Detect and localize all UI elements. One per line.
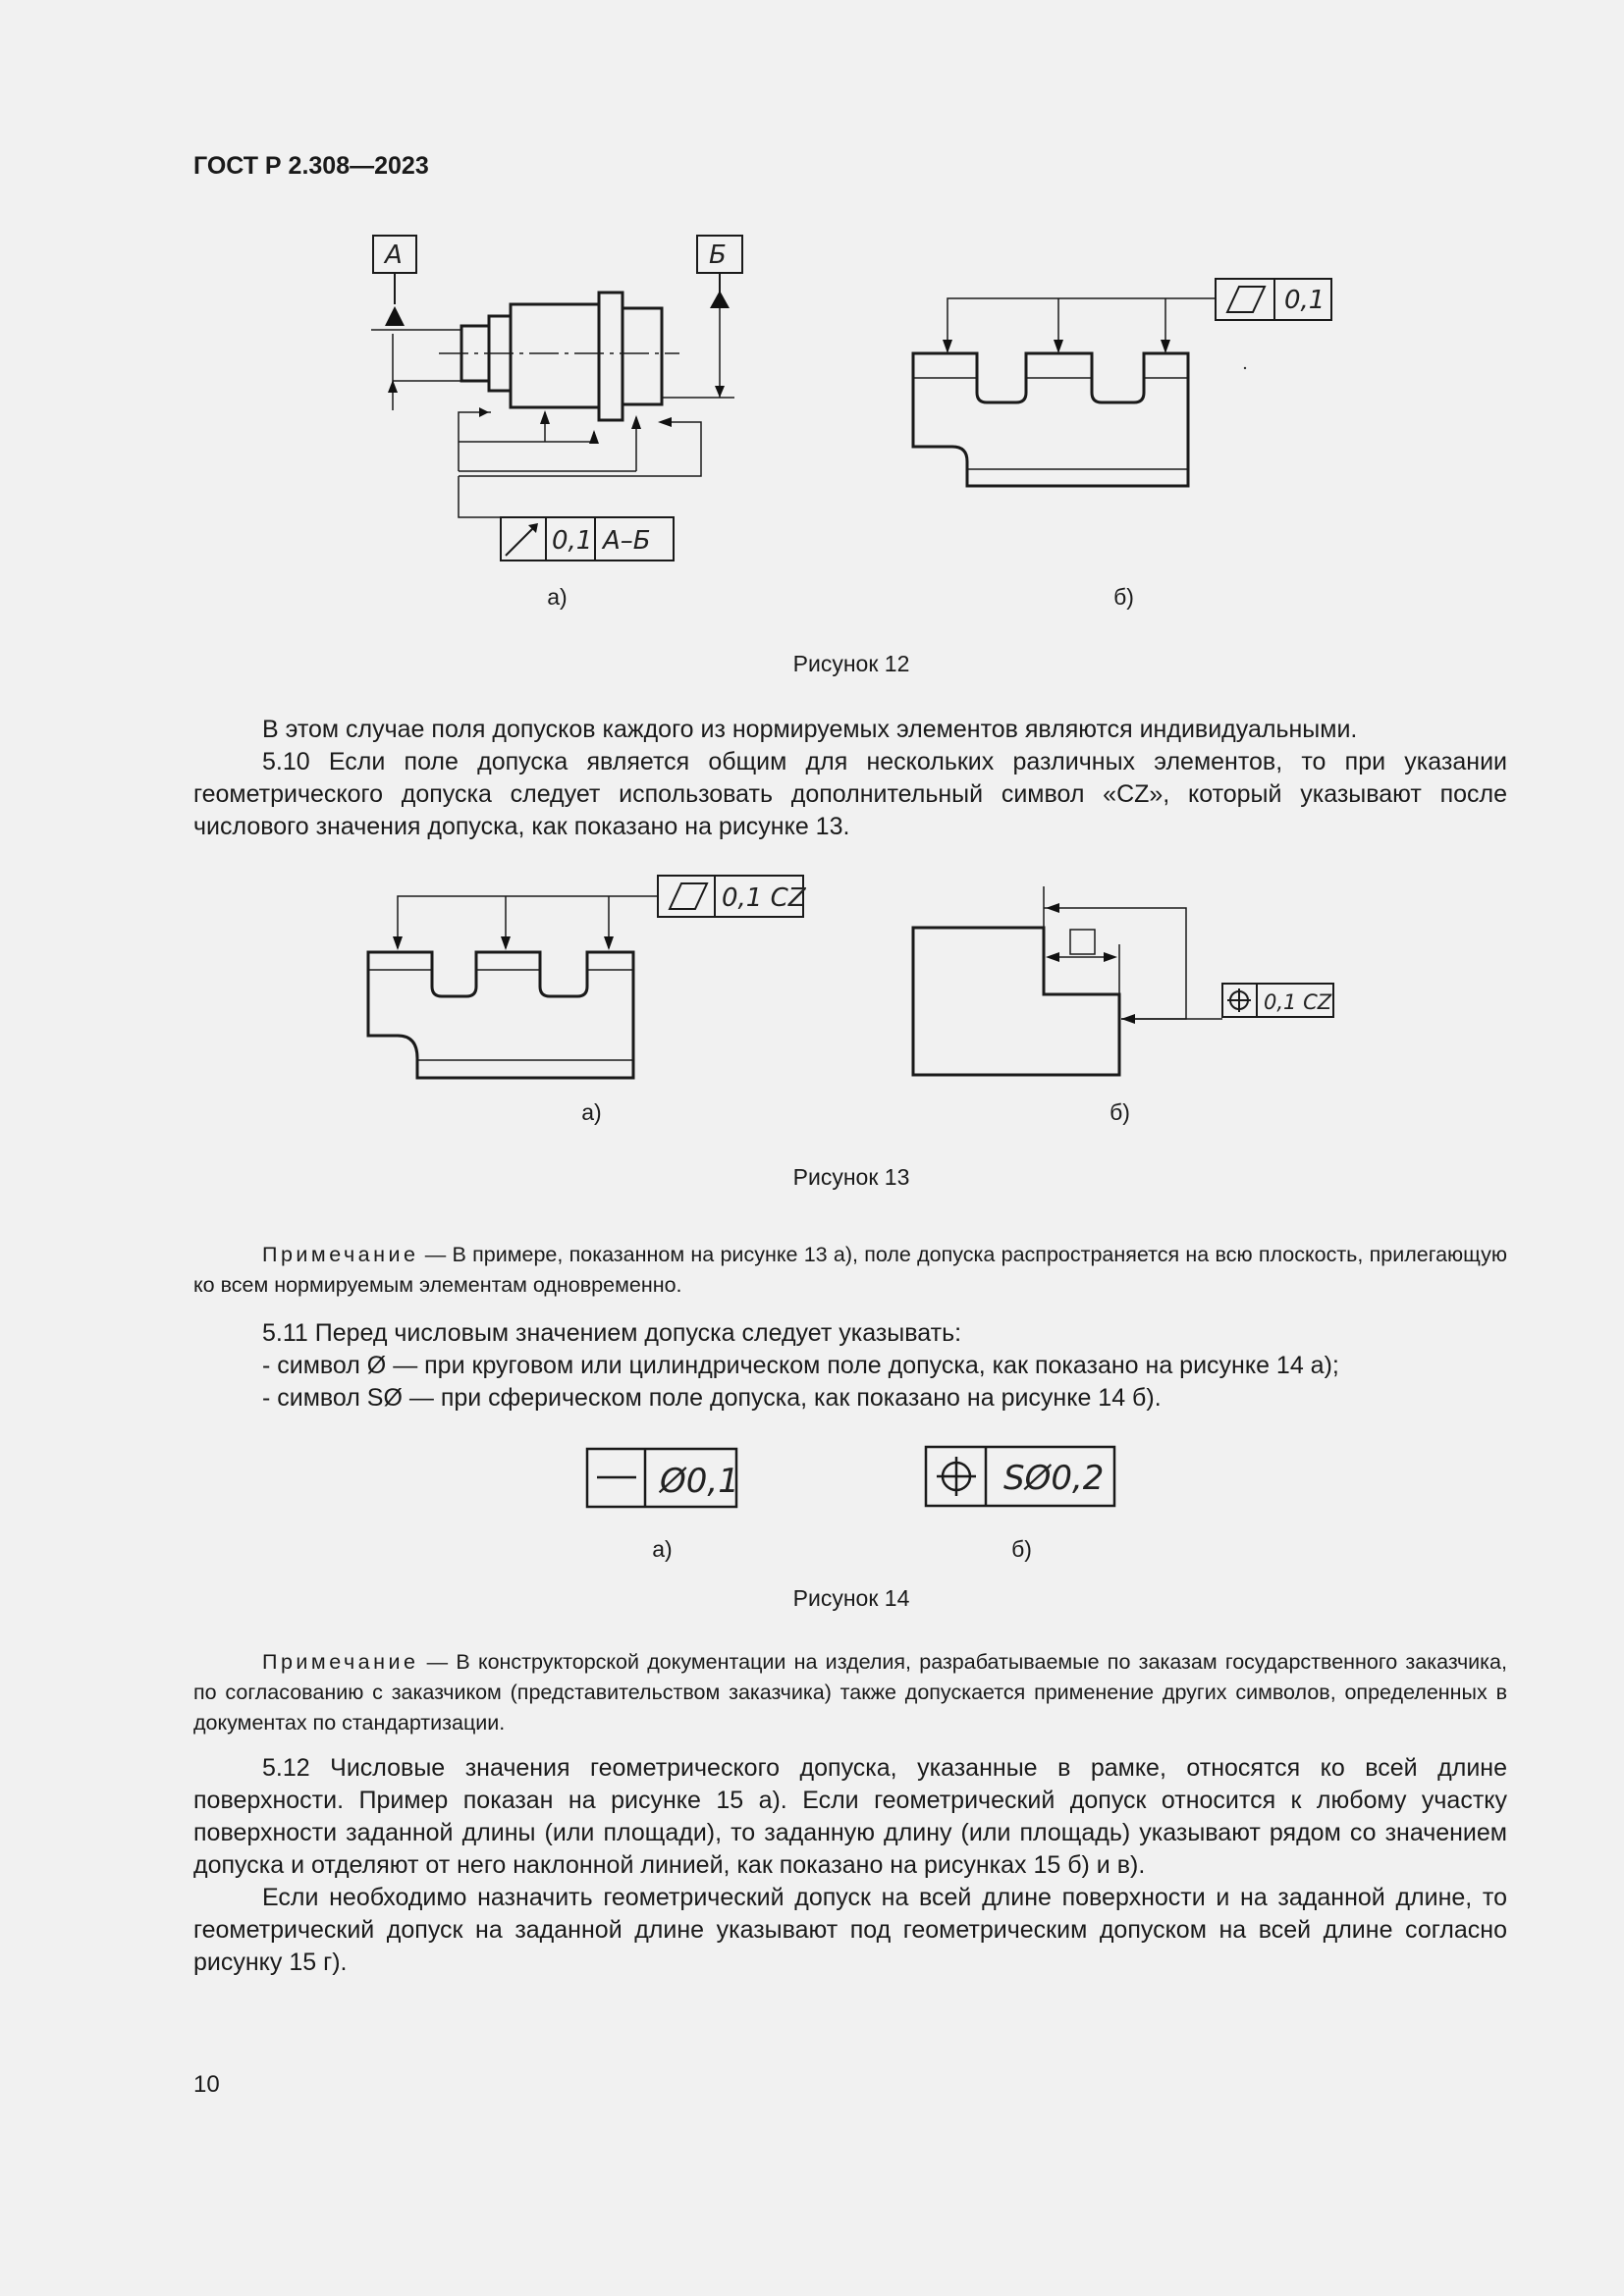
page-number: 10	[193, 2071, 220, 2098]
document-header: ГОСТ Р 2.308—2023	[193, 152, 429, 180]
datum-a-label: А	[385, 240, 403, 270]
fig12-caption: Рисунок 12	[792, 651, 910, 676]
fig14b-value: SØ0,2	[1003, 1459, 1105, 1498]
note-1-label: Примечание	[262, 1243, 419, 1266]
paragraph-5-11-line1: 5.11 Перед числовым значением допуска следует указывать:	[262, 1319, 962, 1347]
paragraph-5-11-line3: - символ SØ — при сферическом поле допуска, как показано на рисунке 14 б).	[262, 1384, 1162, 1412]
fig13-sub-a: а)	[581, 1099, 602, 1125]
paragraph-5-11-line2: - символ Ø — при круговом или цилиндрическом поле допуска, как показано на рисунке 14 а);	[262, 1352, 1339, 1379]
fig12-sub-a: а)	[547, 584, 568, 610]
note-1-text: — В примере, показанном на рисунке 13 а), поле допуска распространяется на всю плоскость, прилегающую ко всем нормируемым элементам одновременно.	[193, 1243, 1507, 1297]
paragraph-5-12: 5.12 Числовые значения геометрического допуска, указанные в рамке, относятся ко всей длине поверхности. Пример показан на рисунке 15 а). Если геометрический допуск относится к любому участку поверхности заданной длины (или площади), то заданную длину (или площадь) указывают рядом со значением допуска и отделяют от него наклонной линией, как показано на рисунках 15 б) и в).	[193, 1754, 1507, 1879]
fig12-sub-b: б)	[1113, 584, 1134, 610]
paragraph-5-11	[193, 1317, 1507, 1415]
note-2-text: — В конструкторской документации на изделия, разрабатываемые по заказам государственного заказчика, по согласованию с заказчиком (представительством заказчика) также допускается применение других символов, определенных в документах по стандартизации.	[193, 1650, 1507, 1735]
note-2	[193, 1647, 1507, 1738]
fig12a-tolerance: 0,1	[552, 526, 593, 556]
note-1	[193, 1240, 1507, 1301]
fig14-sub-a: а)	[652, 1536, 673, 1562]
fig13-sub-b: б)	[1110, 1099, 1130, 1125]
fig12a-datum: А–Б	[603, 526, 651, 556]
fig14-sub-b: б)	[1011, 1536, 1032, 1562]
fig14a-value: Ø0,1	[660, 1462, 739, 1501]
fig13b-tolerance: 0,1 CZ	[1264, 990, 1332, 1014]
fig13a-tolerance: 0,1 CZ	[722, 883, 806, 913]
fig14-caption: Рисунок 14	[792, 1585, 910, 1611]
paragraph-5-10: 5.10 Если поле допуска является общим для нескольких различных элементов, то при указании геометрического допуска следует использовать дополнительный символ «CZ», который указывают после числового значения допуска, как показано на рисунке 13.	[193, 748, 1507, 840]
fig12b-tolerance: 0,1	[1284, 286, 1326, 315]
paragraph-length-tolerance: Если необходимо назначить геометрический допуск на всей длине поверхности и на заданной длине, то геометрический допуск на заданной длине указывают под геометрическим допуском на всей длине согласно рисунку 15 г).	[193, 1884, 1507, 1976]
note-2-label: Примечание	[262, 1650, 419, 1674]
paragraph-individual: В этом случае поля допусков каждого из нормируемых элементов являются индивидуальными.	[262, 716, 1358, 743]
fig13-caption: Рисунок 13	[792, 1164, 910, 1190]
datum-b-label: Б	[709, 240, 727, 270]
